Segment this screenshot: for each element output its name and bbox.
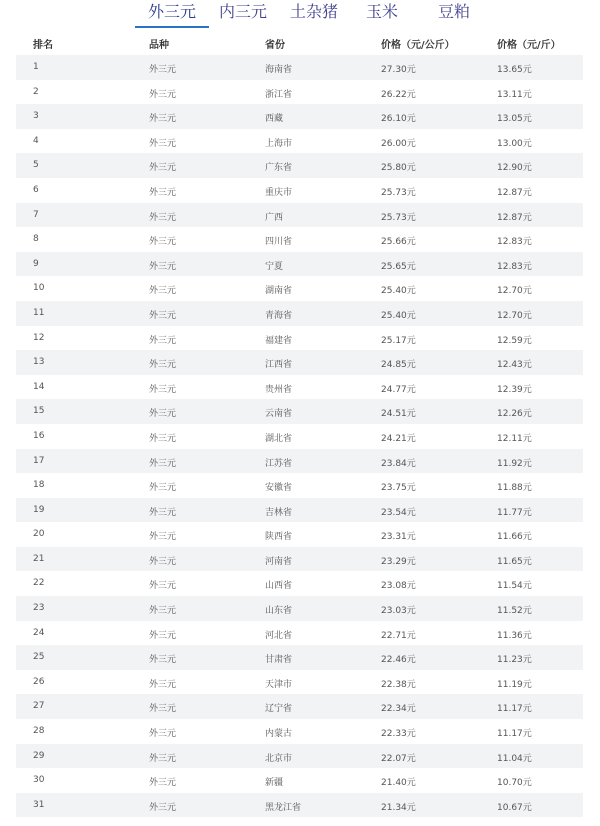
table-row	[16, 621, 583, 646]
header-price-kg: 价格（元/公斤）	[381, 40, 455, 51]
tab-bar	[0, 0, 600, 28]
price-kg-cell: 23.31元	[381, 532, 416, 543]
variety-cell: 外三元	[149, 187, 177, 198]
variety-cell: 外三元	[149, 261, 177, 272]
table-row	[16, 55, 583, 80]
rank-cell: 31	[33, 799, 45, 810]
table-row	[16, 203, 583, 228]
province-cell: 宁夏	[265, 261, 284, 272]
tab-yumi[interactable]: 玉米	[366, 2, 399, 21]
price-kg-cell: 23.54元	[381, 507, 416, 518]
tab-waisanyuan[interactable]: 外三元	[148, 2, 197, 21]
rank-cell: 23	[33, 603, 45, 614]
price-kg-cell: 25.73元	[381, 187, 416, 198]
price-jin-cell: 11.65元	[497, 556, 532, 567]
variety-cell: 外三元	[149, 286, 177, 297]
price-kg-cell: 22.33元	[381, 729, 416, 740]
rank-cell: 7	[33, 209, 39, 220]
variety-cell: 外三元	[149, 630, 177, 641]
province-cell: 安徽省	[265, 483, 293, 494]
rank-cell: 12	[33, 332, 45, 343]
table-row	[16, 153, 583, 178]
table-row	[16, 793, 583, 818]
price-kg-cell: 27.30元	[381, 65, 416, 75]
variety-cell: 外三元	[149, 409, 177, 420]
province-cell: 青海省	[265, 310, 293, 321]
rank-cell: 9	[33, 258, 39, 269]
price-kg-cell: 21.40元	[381, 778, 416, 789]
price-kg-cell: 22.71元	[381, 630, 416, 641]
rank-cell: 4	[33, 135, 39, 146]
table-row	[16, 375, 583, 400]
table-row	[16, 645, 583, 670]
variety-cell: 外三元	[149, 507, 177, 518]
rank-cell: 8	[33, 234, 39, 245]
price-jin-cell: 12.70元	[497, 286, 532, 297]
price-jin-cell: 11.23元	[497, 655, 532, 666]
province-cell: 天津市	[265, 679, 293, 690]
price-jin-cell: 12.11元	[497, 433, 532, 444]
price-jin-cell: 12.87元	[497, 212, 532, 223]
rank-cell: 29	[33, 750, 45, 761]
variety-cell: 外三元	[149, 729, 177, 740]
table-row	[16, 252, 583, 277]
table-row	[16, 694, 583, 719]
rank-cell: 19	[33, 504, 45, 515]
province-cell: 广东省	[265, 163, 293, 174]
price-kg-cell: 25.73元	[381, 212, 416, 223]
province-cell: 河北省	[265, 630, 293, 641]
variety-cell: 外三元	[149, 335, 177, 346]
price-jin-cell: 13.05元	[497, 114, 532, 125]
province-cell: 贵州省	[265, 384, 293, 395]
rank-cell: 18	[33, 480, 45, 491]
variety-cell: 外三元	[149, 778, 177, 789]
rank-cell: 28	[33, 726, 45, 737]
province-cell: 山西省	[265, 581, 293, 592]
variety-cell: 外三元	[149, 655, 177, 666]
rank-cell: 27	[33, 701, 45, 712]
province-cell: 新疆	[265, 778, 284, 789]
table-row	[16, 350, 583, 375]
price-kg-cell: 21.34元	[381, 802, 416, 813]
rank-cell: 6	[33, 184, 39, 195]
table-row	[16, 80, 583, 105]
province-cell: 江苏省	[265, 458, 293, 469]
table-row	[16, 522, 583, 547]
price-kg-cell: 23.75元	[381, 483, 416, 494]
price-jin-cell: 13.00元	[497, 138, 532, 149]
table-row	[16, 104, 583, 129]
table-row	[16, 744, 583, 769]
price-kg-cell: 22.07元	[381, 753, 416, 764]
price-jin-cell: 12.87元	[497, 187, 532, 198]
table-row	[16, 301, 583, 326]
price-kg-cell: 26.22元	[381, 89, 416, 100]
price-jin-cell: 12.90元	[497, 163, 532, 174]
price-kg-cell: 25.65元	[381, 261, 416, 272]
variety-cell: 外三元	[149, 65, 177, 75]
province-cell: 海南省	[265, 65, 293, 75]
table-row	[16, 227, 583, 252]
rank-cell: 13	[33, 357, 45, 368]
price-jin-cell: 11.52元	[497, 606, 532, 617]
rank-cell: 10	[33, 283, 45, 294]
variety-cell: 外三元	[149, 606, 177, 617]
price-jin-cell: 11.17元	[497, 729, 532, 740]
table-row	[16, 596, 583, 621]
province-cell: 吉林省	[265, 507, 293, 518]
price-kg-cell: 25.40元	[381, 310, 416, 321]
rank-cell: 14	[33, 381, 45, 392]
price-jin-cell: 11.77元	[497, 507, 532, 518]
rank-cell: 16	[33, 430, 45, 441]
price-jin-cell: 12.59元	[497, 335, 532, 346]
price-jin-cell: 11.88元	[497, 483, 532, 494]
tab-tuzazhu[interactable]: 土杂猪	[290, 2, 339, 21]
price-kg-cell: 23.29元	[381, 556, 416, 567]
header-province: 省份	[265, 40, 285, 51]
variety-cell: 外三元	[149, 704, 177, 715]
rank-cell: 3	[33, 111, 39, 122]
rank-cell: 11	[33, 307, 45, 318]
province-cell: 湖南省	[265, 286, 293, 297]
province-cell: 内蒙古	[265, 729, 293, 740]
header-rank: 排名	[33, 40, 53, 51]
province-cell: 黑龙江省	[265, 802, 302, 813]
table-row	[16, 399, 583, 424]
table-row	[16, 473, 583, 498]
province-cell: 江西省	[265, 360, 293, 371]
variety-cell: 外三元	[149, 753, 177, 764]
price-jin-cell: 13.11元	[497, 89, 532, 100]
province-cell: 西藏	[265, 114, 284, 125]
price-jin-cell: 11.04元	[497, 753, 532, 764]
province-cell: 陕西省	[265, 532, 293, 543]
rank-cell: 26	[33, 676, 45, 687]
price-kg-cell: 24.77元	[381, 384, 416, 395]
table-row	[16, 424, 583, 449]
price-kg-cell: 23.08元	[381, 581, 416, 592]
price-jin-cell: 12.43元	[497, 360, 532, 371]
table-row	[16, 178, 583, 203]
price-kg-cell: 25.66元	[381, 237, 416, 248]
price-jin-cell: 11.66元	[497, 532, 532, 543]
variety-cell: 外三元	[149, 237, 177, 248]
variety-cell: 外三元	[149, 458, 177, 469]
province-cell: 甘肃省	[265, 655, 293, 666]
price-jin-cell: 12.83元	[497, 237, 532, 248]
table-row	[16, 670, 583, 695]
rank-cell: 21	[33, 553, 45, 564]
price-kg-cell: 24.21元	[381, 433, 416, 444]
rank-cell: 22	[33, 578, 45, 589]
header-price-jin: 价格（元/斤）	[497, 40, 561, 51]
variety-cell: 外三元	[149, 360, 177, 371]
variety-cell: 外三元	[149, 114, 177, 125]
table-row	[16, 768, 583, 793]
province-cell: 河南省	[265, 556, 293, 567]
tab-doupo[interactable]: 豆粕	[438, 2, 471, 21]
province-cell: 上海市	[265, 138, 293, 149]
variety-cell: 外三元	[149, 384, 177, 395]
price-kg-cell: 26.10元	[381, 114, 416, 125]
province-cell: 云南省	[265, 409, 293, 420]
price-kg-cell: 24.85元	[381, 360, 416, 371]
price-jin-cell: 12.39元	[497, 384, 532, 395]
price-jin-cell: 11.17元	[497, 704, 532, 715]
variety-cell: 外三元	[149, 802, 177, 813]
price-kg-cell: 24.51元	[381, 409, 416, 420]
table-row	[16, 547, 583, 572]
rank-cell: 30	[33, 775, 45, 786]
province-cell: 北京市	[265, 753, 293, 764]
price-jin-cell: 11.19元	[497, 679, 532, 690]
province-cell: 广西	[265, 212, 284, 223]
price-jin-cell: 10.70元	[497, 778, 532, 789]
price-jin-cell: 12.70元	[497, 310, 532, 321]
price-kg-cell: 22.34元	[381, 704, 416, 715]
rank-cell: 20	[33, 529, 45, 540]
variety-cell: 外三元	[149, 679, 177, 690]
rank-cell: 24	[33, 627, 45, 638]
variety-cell: 外三元	[149, 89, 177, 100]
variety-cell: 外三元	[149, 483, 177, 494]
price-table-body	[16, 55, 583, 817]
table-row	[16, 276, 583, 301]
price-kg-cell: 25.80元	[381, 163, 416, 174]
price-kg-cell: 22.38元	[381, 679, 416, 690]
rank-cell: 5	[33, 160, 39, 171]
price-kg-cell: 23.03元	[381, 606, 416, 617]
table-row	[16, 449, 583, 474]
rank-cell: 15	[33, 406, 45, 417]
rank-cell: 17	[33, 455, 45, 466]
price-kg-cell: 22.46元	[381, 655, 416, 666]
price-kg-cell: 23.84元	[381, 458, 416, 469]
price-jin-cell: 12.83元	[497, 261, 532, 272]
price-jin-cell: 11.54元	[497, 581, 532, 592]
variety-cell: 外三元	[149, 532, 177, 543]
header-variety: 品种	[149, 40, 169, 51]
province-cell: 重庆市	[265, 187, 293, 198]
variety-cell: 外三元	[149, 581, 177, 592]
variety-cell: 外三元	[149, 310, 177, 321]
table-row	[16, 326, 583, 351]
table-header	[16, 28, 583, 55]
variety-cell: 外三元	[149, 163, 177, 174]
price-jin-cell: 10.67元	[497, 802, 532, 813]
province-cell: 湖北省	[265, 433, 293, 444]
price-jin-cell: 12.26元	[497, 409, 532, 420]
table-row	[16, 719, 583, 744]
variety-cell: 外三元	[149, 212, 177, 223]
table-row	[16, 129, 583, 154]
rank-cell: 25	[33, 652, 45, 663]
price-jin-cell: 13.65元	[497, 65, 532, 75]
province-cell: 浙江省	[265, 89, 293, 100]
variety-cell: 外三元	[149, 433, 177, 444]
tab-neisanyuan[interactable]: 内三元	[219, 2, 268, 21]
price-jin-cell: 11.92元	[497, 458, 532, 469]
table-row	[16, 571, 583, 596]
province-cell: 山东省	[265, 606, 293, 617]
variety-cell: 外三元	[149, 138, 177, 149]
rank-cell: 1	[33, 62, 39, 72]
province-cell: 福建省	[265, 335, 293, 346]
province-cell: 四川省	[265, 237, 293, 248]
table-row	[16, 498, 583, 523]
price-kg-cell: 25.40元	[381, 286, 416, 297]
rank-cell: 2	[33, 86, 39, 97]
province-cell: 辽宁省	[265, 704, 293, 715]
price-kg-cell: 26.00元	[381, 138, 416, 149]
variety-cell: 外三元	[149, 556, 177, 567]
price-kg-cell: 25.17元	[381, 335, 416, 346]
price-jin-cell: 11.36元	[497, 630, 532, 641]
